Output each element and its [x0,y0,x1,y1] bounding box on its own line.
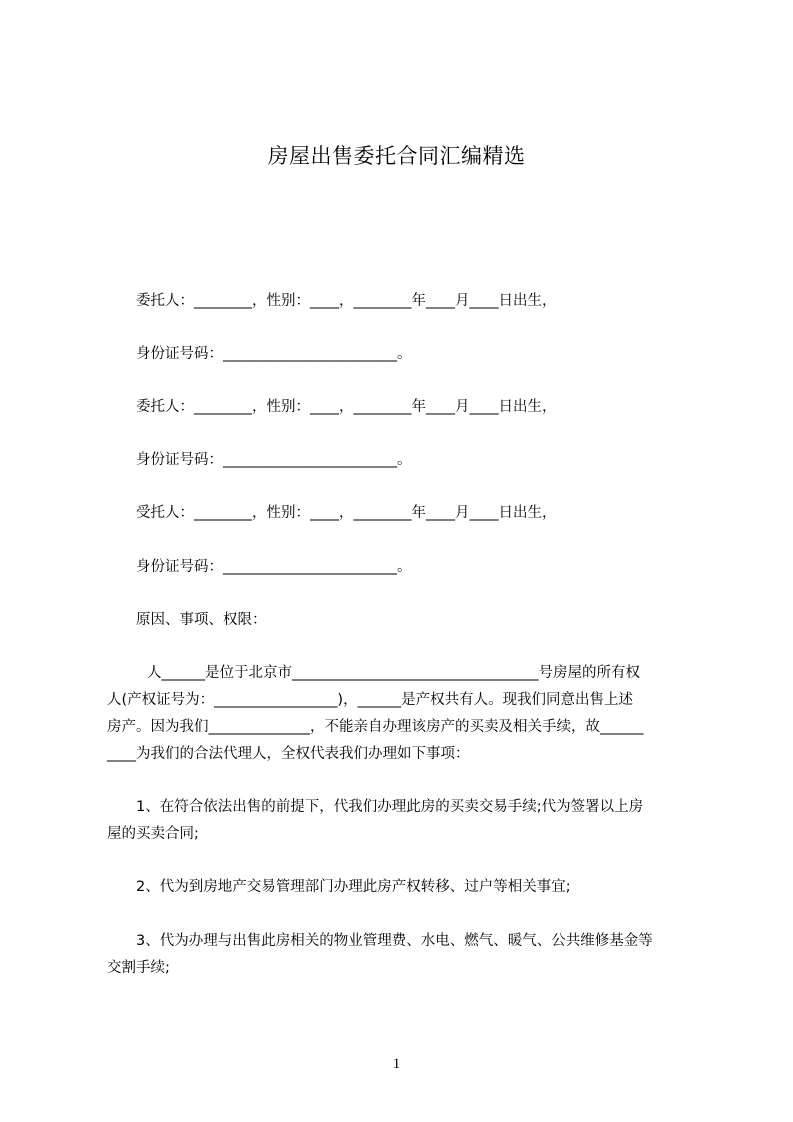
item-line: 2、代为到房地产交易管理部门办理此房产权转移、过户等相关事宜; [136,879,571,895]
item-line: 3、代为办理与出售此房相关的物业管理费、水电、燃气、暖气、公共维修基金等 [136,933,653,949]
intro-line: 房产。因为我们______________，不能亲自办理该房产的买卖及相关手续，故______ [107,719,644,735]
item-line: 1、在符合依法出售的前提下，代我们办理此房的买卖交易手续;代为签署以上房 [136,799,644,815]
reason-heading: 原因、事项、权限： [136,612,267,628]
party-line: 委托人：________，性别：____，________年____月____日出生， [136,293,557,309]
party-line: 身份证号码：________________________。 [136,346,412,362]
party-line: 委托人：________，性别：____，________年____月____日出生， [136,399,557,415]
intro-line: ____为我们的合法代理人，全权代表我们办理如下事项： [107,746,470,762]
item-line: 屋的买卖合同; [107,826,199,842]
item-line: 交割手续; [107,960,170,976]
party-line: 受托人：________，性别：____，________年____月____日出生， [136,505,557,521]
intro-line: 人______是位于北京市__________________________________号房屋的所有权 [147,665,640,681]
page-number: 1 [392,1056,401,1072]
party-line: 身份证号码：________________________。 [136,452,412,468]
document-title: 房屋出售委托合同汇编精选 [267,144,526,168]
party-line: 身份证号码：________________________。 [136,559,412,575]
intro-line: 人(产权证号为：_________________)，______是产权共有人。现我们同意出售上述 [107,692,634,708]
